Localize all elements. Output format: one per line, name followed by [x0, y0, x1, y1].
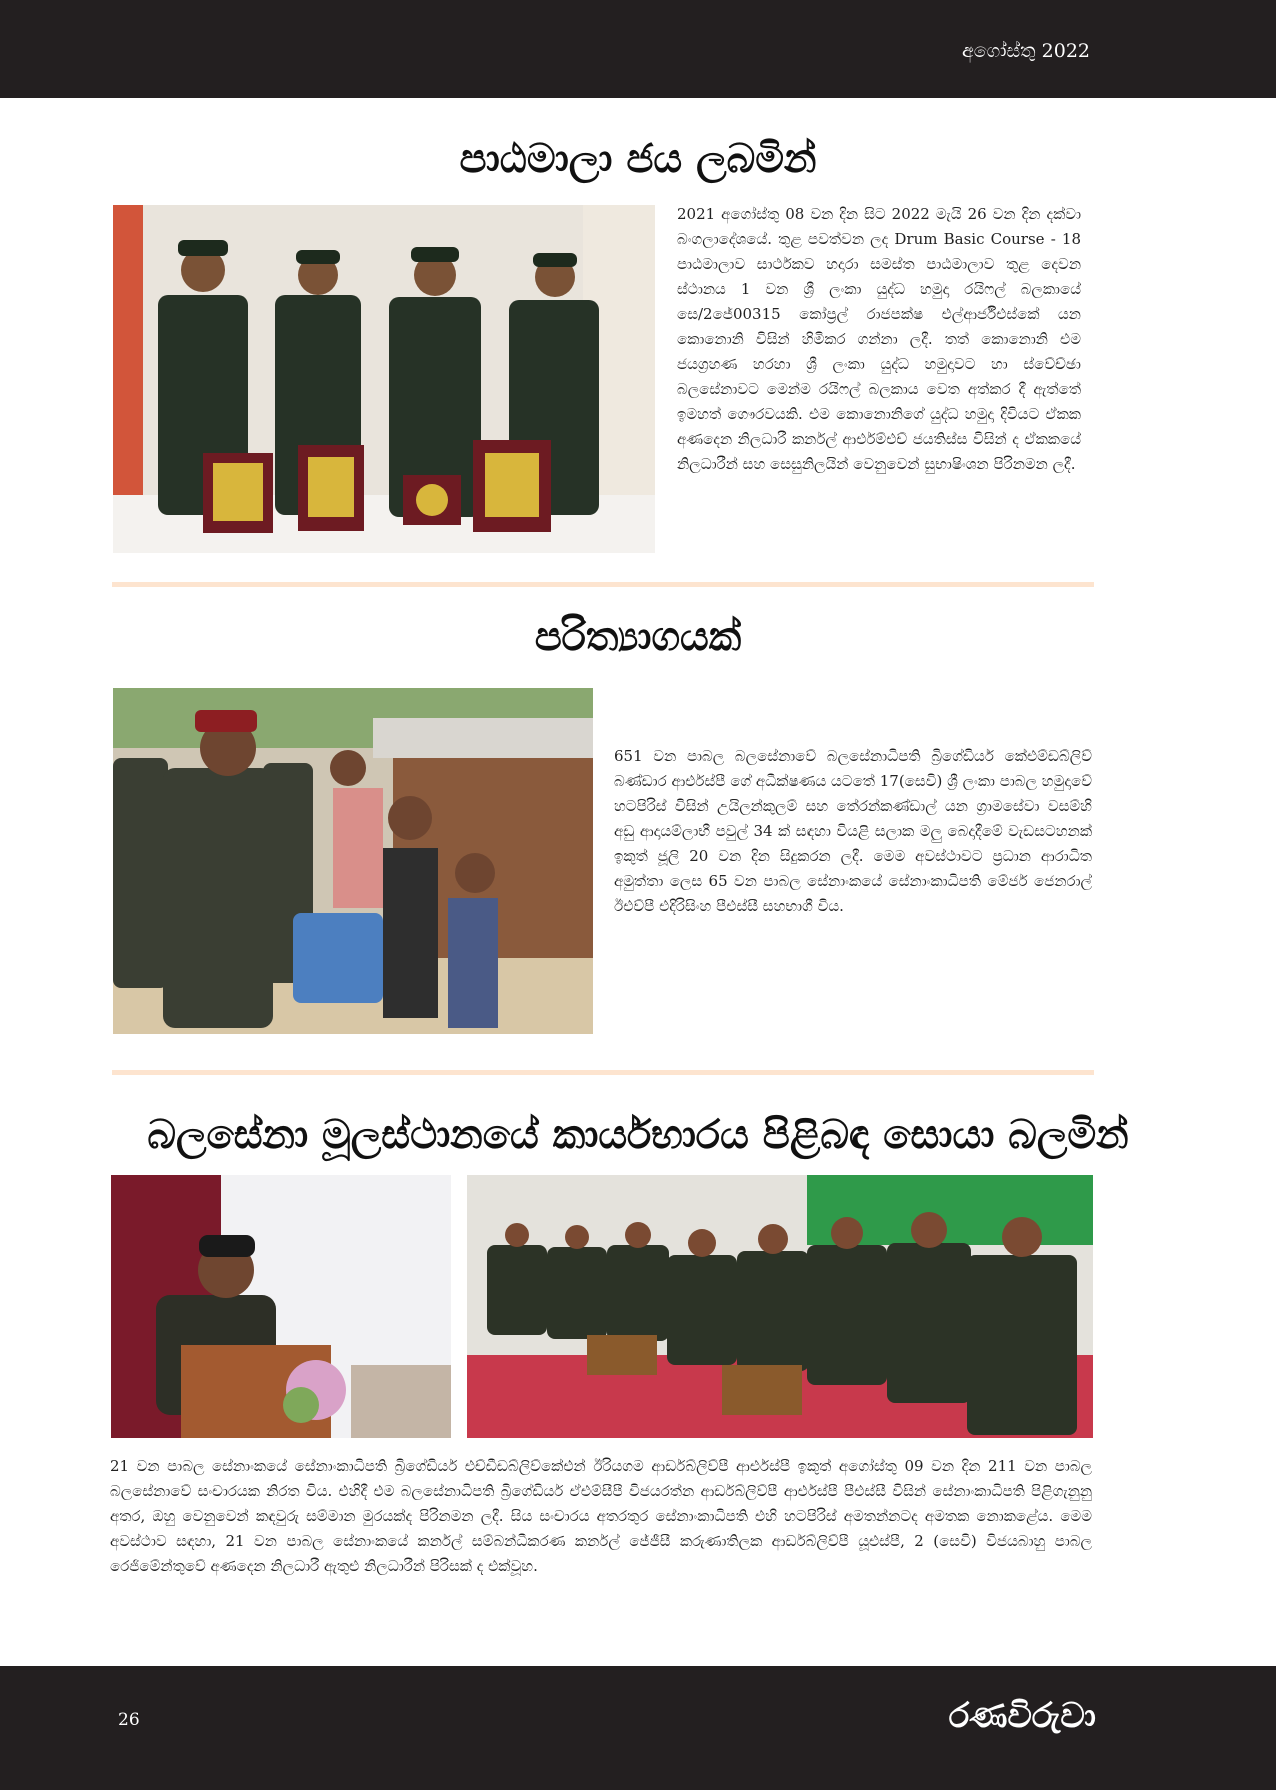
- section-divider: [112, 582, 1094, 587]
- magazine-logo: රණවිරුවා: [948, 1696, 1096, 1736]
- page-number: 26: [118, 1710, 140, 1730]
- article-3-photo-commander-at-podium: [111, 1175, 451, 1438]
- section-divider: [112, 1070, 1094, 1075]
- article-1-photo-soldiers-with-awards: [113, 205, 655, 553]
- article-1-headline: පාඨමාලා ජය ලබමින්: [459, 136, 817, 182]
- article-3-body: 21 වන පාබල සේනාංකයේ සේනාංකාධිපති බ්‍රිගේඩියර් එච්ඩීඩබ්ලිව්කේඑන් ඊරියගම ආර්ඩබ්ලිව්පී ආර්එස්පී ඉකුත් අගෝස්තු 09 වන දින 211 වන පාබල බලසේනාවේ සංචාරයක නිරත විය. එහිදී එම බලසේනාධිපති බ්‍රිගේඩියර් ඒඑම්සීපී විජයරත්න ආර්ඩබ්ලිව්පී ආර්එස්පී පීඑස්සී විසින් සේනාංකාධිපති පිළිගැනුනු අතර, ඔහු වෙනුවෙන් කඳවුරු සම්මාන මුරයක්ද පිරිනමන ලදී. සිය සංචාරය අතරතුර සේනාංකාධිපති එහි හටපිරිස් අමතන්නටද අමතක නොකළේය. මෙම අවස්ථාව සඳහා, 21 වන පාබල සේනාංකයේ කර්නල් සම්බන්ධීකරණ කර්නල් ජේජීසී කරුණාතිලක ආර්ඩබ්ලිව්පී යූඑස්පී, 2 (සෙවි) විජයබාහු පාබල රෙජිමේන්තුවේ අණදෙන නිලධාරී ඇතුළු නිලධාරීන් පිරිසක් ද එක්වූහ.: [110, 1457, 1092, 1575]
- article-3-headline: බලසේනා මූලස්ථානයේ කාර්යභාරය පිළිබඳ සොයා බලමින්: [147, 1112, 1129, 1158]
- article-1-body: 2021 අගෝස්තු 08 වන දින සිට 2022 මැයි 26 වන දින දක්වා බංගලාදේශයේ. තුළ පවත්වන ලද Drum Basic Course - 18 පාඨමාලාව සාර්ථකව හදාරා සමස්ත පාඨමාලාව තුළ දෙවන ස්ථානය 1 වන ශ්‍රී ලංකා යුද්ධ හමුදා රයිෆල් බලකායේ සෙ/2ජේ00315 කෝප්‍රල් රාජපක්ෂ එල්ආර්ජීඑස්කේ යන කොනොනි විසින් හිමිකර ගන්නා ලදී. තත් කොනොනි එම ජයග්‍රහණ හරහා ශ්‍රී ලංකා යුද්ධ හමුදාවට හා ස්වේච්ඡා බලසේනාවට මෙන්ම රයිෆල් බලකාය වෙත අත්කර දී ඇත්තේ ඉමහත් ගෞරවයකි. එම කොනොනිගේ යුද්ධ හමුදා දිවියට ඒකක අණදෙන නිලධාරී කර්නල් ආර්එම්එච් ජයතිස්ස විසින් ද ඒකකයේ නිලධාරීන් සහ සෙසුනිලයින් වෙනුවෙන් සුභාෂිංශන පිරිනමන ලදී.: [677, 205, 1081, 473]
- bottom-footer-bar: [0, 1666, 1276, 1790]
- issue-date: අගෝස්තු 2022: [962, 40, 1090, 62]
- article-2-headline: පරිත්‍යාගයක්: [534, 614, 742, 660]
- top-header-bar: [0, 0, 1276, 98]
- article-3-photo-seated-troops: [467, 1175, 1093, 1438]
- article-2-photo-donation-event: [113, 688, 593, 1034]
- article-2-body: 651 වන පාබල බලසේනාවේ බලසේනාධිපති බ්‍රිගේඩියර් කේඑම්ඩබ්ලිව් බණ්ඩාර ආර්එස්පී ගේ අධීක්ෂණය යටතේ 17(සෙවි) ශ්‍රී ලංකා පාබල හමුදාවේ හටපිරිස් විසින් උයිලන්කුලම් සහ තේරන්කණ්ඩාල් යන ග්‍රාමසේවා වසම්හි අඩු ආදායම්ලාභී පවුල් 34 ක් සඳහා වියළි සලාක මලු බෙදාදීමේ වැඩසටහනක් ඉකුත් ජූලි 20 වන දින සිදුකරන ලදී. මෙම අවස්ථාවට ප්‍රධාන ආරාධිත අමුත්තා ලෙස 65 වන පාබල සේනාංකයේ සේනාංකාධිපති මේජර් ජෙනරාල් ඊඑව්පී එදිරිසිංහ පීඑස්සී සහභාගී විය.: [614, 747, 1092, 915]
